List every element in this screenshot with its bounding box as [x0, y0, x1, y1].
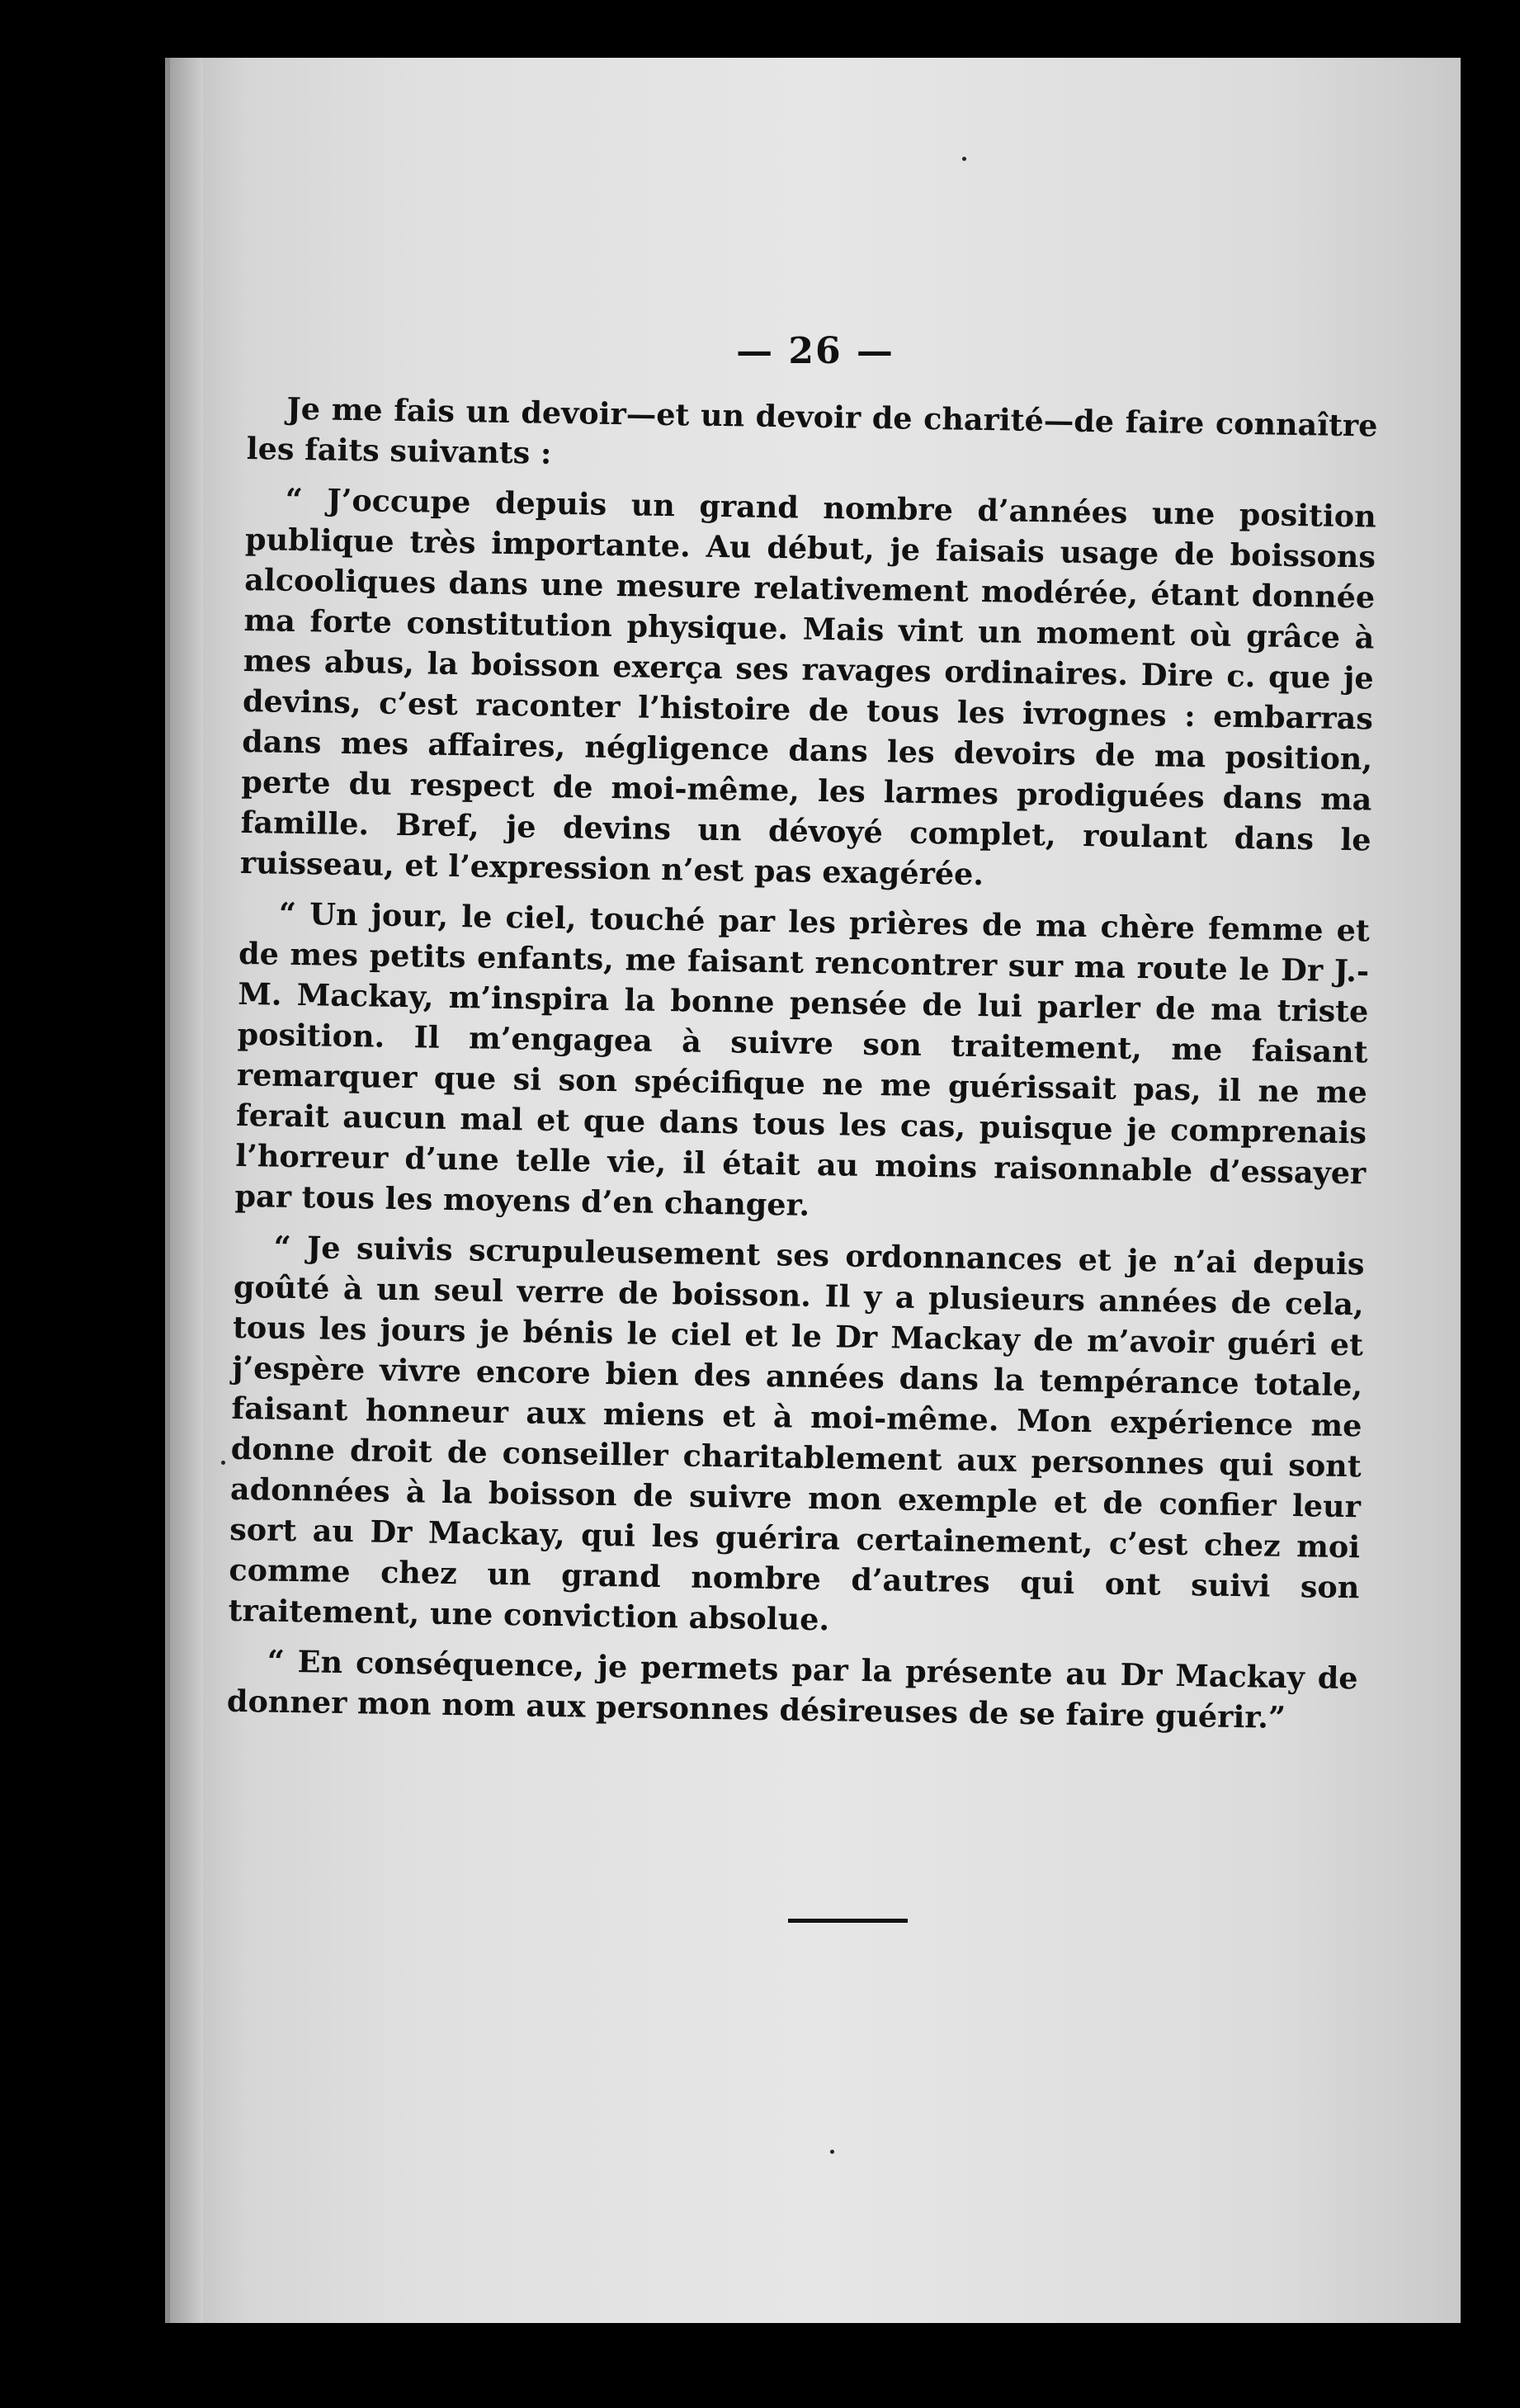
paragraph: “ Un jour, le ciel, touché par les prières de ma chère femme et de mes petits enfants, me faisant rencontrer sur ma route le Dr J.-M. Mackay, m’inspira la bonne pensée de lui parler de ma triste position. Il m’engagea à suivre son traitement, me faisant remarquer que si son spécifique ne me guérissait pas, il ne me ferait aucun mal et que dans tous les cas, puisque je comprenais l’horreur d’une telle vie, il était au moins raisonnable d’essayer par tous les moyens d’en changer.	[234, 895, 1371, 1223]
paragraph: “ En conséquence, je permets par la présente au Dr Mackay de donner mon nom aux personnes désireuses de se faire guérir.”	[226, 1643, 1358, 1735]
paragraph: Je me fais un devoir—et un devoir de charité—de faire connaître les faits suivants :	[246, 390, 1378, 471]
page-number: — 26 —	[736, 330, 895, 372]
body-text	[226, 388, 1377, 1749]
dust-speck	[962, 157, 966, 161]
paragraph: “ J’occupe depuis un grand nombre d’années une position publique très importante. Au début, je faisais usage de boissons alcooliques dans une mesure relativement modérée, étant donnée ma forte constitution physique. Mais vint un moment où grâce à mes abus, la boisson exerça ses ravages ordinaires. Dire c. que je devins, c’est raconter l’histoire de tous les ivrognes : embarras dans mes affaires, négligence dans les devoirs de ma position, perte du respect de moi-même, les larmes prodiguées dans ma famille. Bref, je devins un dévoyé complet, roulant dans le ruisseau, et l’expression n’est pas exagérée.	[239, 481, 1377, 893]
closing-rule	[788, 1919, 908, 1923]
dust-speck	[830, 2150, 834, 2154]
page-shadow	[170, 58, 203, 2323]
dust-speck	[221, 1461, 225, 1465]
paragraph: “ Je suivis scrupuleusement ses ordonnances et je n’ai depuis goûté à un seul verre de boisson. Il y a plusieurs années de cela, tous les jours je bénis le ciel et le Dr Mackay de m’avoir guéri et j’espère vivre encore bien des années dans la tempérance totale, faisant honneur aux miens et à moi-même. Mon expérience me donne droit de conseiller charitablement aux personnes qui sont adonnées à la boisson de suivre mon exemple et de confier leur sort au Dr Mackay, qui les guérira certainement, c’est chez moi comme chez un grand nombre d’autres qui ont suivi son traitement, une conviction absolue.	[228, 1229, 1365, 1638]
